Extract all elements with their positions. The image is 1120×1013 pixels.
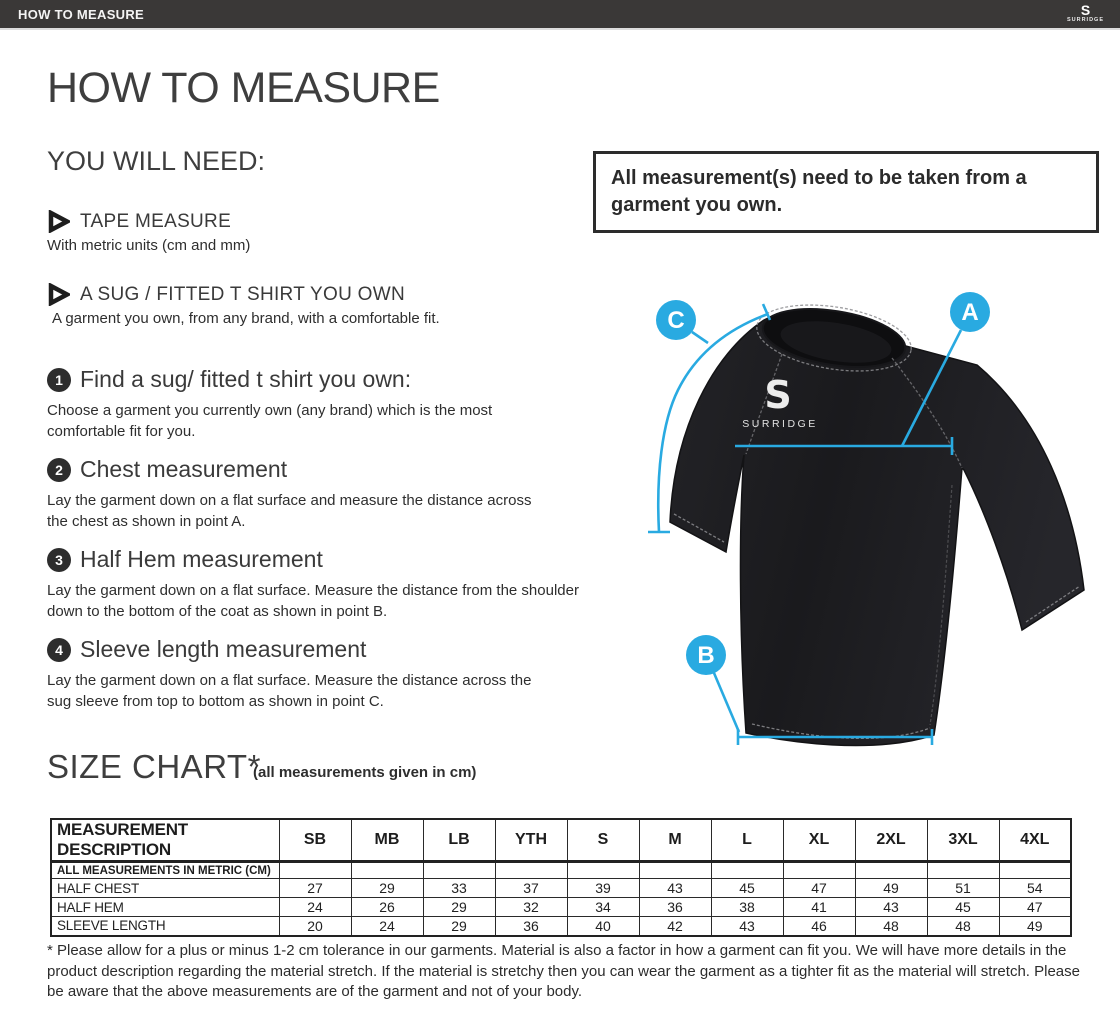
need-item-title: TAPE MEASURE [80,210,232,232]
cell-value: 26 [351,898,423,917]
empty-cell [783,862,855,879]
label-c-text: C [667,307,685,334]
cell-value: 41 [783,898,855,917]
column-header: YTH [495,819,567,862]
empty-cell [999,862,1071,879]
cell-value: 39 [567,879,639,898]
cell-value: 51 [927,879,999,898]
label-b-text: B [697,642,715,669]
cell-value: 47 [783,879,855,898]
size-chart-header-row [51,819,1071,862]
row-label: HALF HEM [51,898,279,917]
cell-value: 34 [567,898,639,917]
table-row-half-hem [51,898,1071,917]
empty-cell [351,862,423,879]
cell-value: 24 [351,917,423,936]
column-header: L [711,819,783,862]
column-header: LB [423,819,495,862]
need-item-subtitle: With metric units (cm and mm) [47,237,251,254]
empty-cell [711,862,783,879]
step-2 [47,456,552,533]
empty-cell [927,862,999,879]
cell-value: 29 [423,898,495,917]
play-triangle-icon [47,210,70,233]
step-title: Half Hem measurement [80,546,323,572]
step-body: Lay the garment down on a flat surface and measure the distance across the chest as shown in point A. [47,492,532,531]
column-header: SB [279,819,351,862]
need-item-title: A SUG / FITTED T SHIRT YOU OWN [80,283,406,305]
cell-value: 20 [279,917,351,936]
empty-cell [423,862,495,879]
column-header: MEASUREMENT DESCRIPTION [51,819,279,862]
tolerance-footnote: * Please allow for a plus or minus 1-2 cm tolerance in our garments. Material is also a factor in how a garment can fit you. We will have more details in the product description regarding the material stretch. If the material is stretchy then you can wear the garment as a tighter fit as the material will stretch. Please be aware that the above measurements are of the garment and not of your body. [47,942,1080,1001]
cell-value: 48 [927,917,999,936]
cell-value: 32 [495,898,567,917]
cell-value: 48 [855,917,927,936]
table-row-sleeve-length [51,917,1071,936]
notice-text: All measurement(s) need to be taken from a garment you own. [611,167,1027,216]
column-header: 4XL [999,819,1071,862]
shirt-logo-brand-text: SURRIDGE [742,418,818,430]
page-title: HOW TO MEASURE [47,64,440,112]
empty-cell [639,862,711,879]
shirt-logo-s-icon: S [764,373,792,417]
measure-line-c-leader [692,332,708,343]
you-will-need-heading: YOU WILL NEED: [47,146,266,176]
surridge-s-icon: S [1080,2,1091,19]
cell-value: 36 [495,917,567,936]
step-title: Find a sug/ fitted t shirt you own: [80,366,412,392]
step-body: Lay the garment down on a flat surface. Measure the distance across the sug sleeve from top to bottom as shown in point C. [47,672,532,711]
cell-value: 24 [279,898,351,917]
shirt-diagram-svg [612,270,1104,770]
empty-cell [495,862,567,879]
cell-value: 43 [711,917,783,936]
step-number-badge: 3 [47,548,71,572]
cell-value: 43 [639,879,711,898]
cell-value: 42 [639,917,711,936]
top-bar [0,0,1120,30]
empty-cell [567,862,639,879]
need-item-subtitle: A garment you own, from any brand, with a comfortable fit. [52,310,440,327]
step-title: Chest measurement [80,456,288,482]
step-body: Lay the garment down on a flat surface. Measure the distance from the shoulder down to the bottom of the coat as shown in point B. [47,582,579,621]
size-chart-unit-note: (all measurements given in cm) [253,764,477,781]
column-header: MB [351,819,423,862]
step-3 [47,546,597,623]
play-triangle-icon [47,283,70,306]
shirt-illustration [670,295,1084,745]
surridge-brand-text: SURRIDGE [1066,17,1104,24]
cell-value: 38 [711,898,783,917]
metric-note-cell: ALL MEASUREMENTS IN METRIC (CM) [51,862,279,879]
cell-value: 49 [999,917,1071,936]
cell-value: 29 [351,879,423,898]
cell-value: 37 [495,879,567,898]
cell-value: 49 [855,879,927,898]
row-label: HALF CHEST [51,879,279,898]
column-header: XL [783,819,855,862]
table-row-half-chest [51,879,1071,898]
cell-value: 46 [783,917,855,936]
cell-value: 54 [999,879,1071,898]
cell-value: 29 [423,917,495,936]
label-a-text: A [961,299,979,326]
step-number-badge: 1 [47,368,71,392]
step-number-badge: 4 [47,638,71,662]
cell-value: 27 [279,879,351,898]
surridge-logo-icon [1067,4,1108,24]
notice-box [593,151,1099,233]
cell-value: 47 [999,898,1071,917]
column-header: S [567,819,639,862]
step-number-badge: 2 [47,458,71,482]
step-4 [47,636,547,713]
size-chart-table [50,818,1072,937]
cell-value: 40 [567,917,639,936]
empty-cell [855,862,927,879]
step-title: Sleeve length measurement [80,636,367,662]
cell-value: 45 [711,879,783,898]
step-body: Choose a garment you currently own (any brand) which is the most comfortable fit for you. [47,402,493,441]
top-bar-title: HOW TO MEASURE [18,6,145,22]
row-label: SLEEVE LENGTH [51,917,279,936]
cell-value: 36 [639,898,711,917]
empty-cell [279,862,351,879]
need-item-tape-measure [47,210,250,254]
size-chart-heading: SIZE CHART* [47,748,261,785]
column-header: M [639,819,711,862]
step-1 [47,366,552,443]
metric-note-row [51,862,1071,879]
column-header: 2XL [855,819,927,862]
cell-value: 45 [927,898,999,917]
column-header: 3XL [927,819,999,862]
cell-value: 43 [855,898,927,917]
need-item-fitted-shirt [47,283,440,327]
measure-line-b-leader [714,673,739,732]
measurement-diagram [612,270,1104,770]
cell-value: 33 [423,879,495,898]
